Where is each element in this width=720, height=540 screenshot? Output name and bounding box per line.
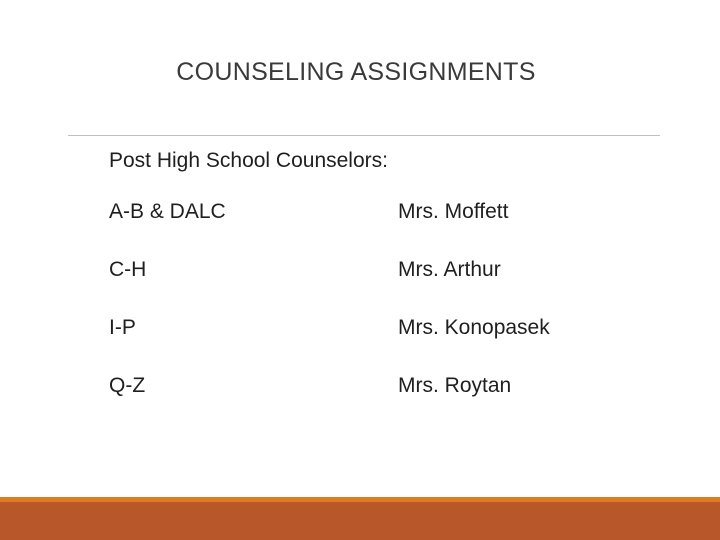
assignment-row [109,374,669,432]
counselor-name: Mrs. Konopasek [398,316,550,339]
slide-subtitle: Post High School Counselors: [109,149,388,172]
alphabet-range: A-B & DALC [109,200,226,223]
assignment-row [109,316,669,374]
alphabet-range: C-H [109,258,147,281]
counselor-name: Mrs. Arthur [398,258,501,281]
counselor-name: Mrs. Moffett [398,200,509,223]
title-divider [68,135,660,136]
alphabet-range: Q-Z [109,374,146,397]
counselor-name: Mrs. Roytan [398,374,512,397]
slide-title: COUNSELING ASSIGNMENTS [176,58,536,86]
alphabet-range: I-P [109,316,136,339]
footer-bar [0,502,720,540]
assignment-list [109,200,669,432]
assignment-row [109,258,669,316]
assignment-row [109,200,669,258]
